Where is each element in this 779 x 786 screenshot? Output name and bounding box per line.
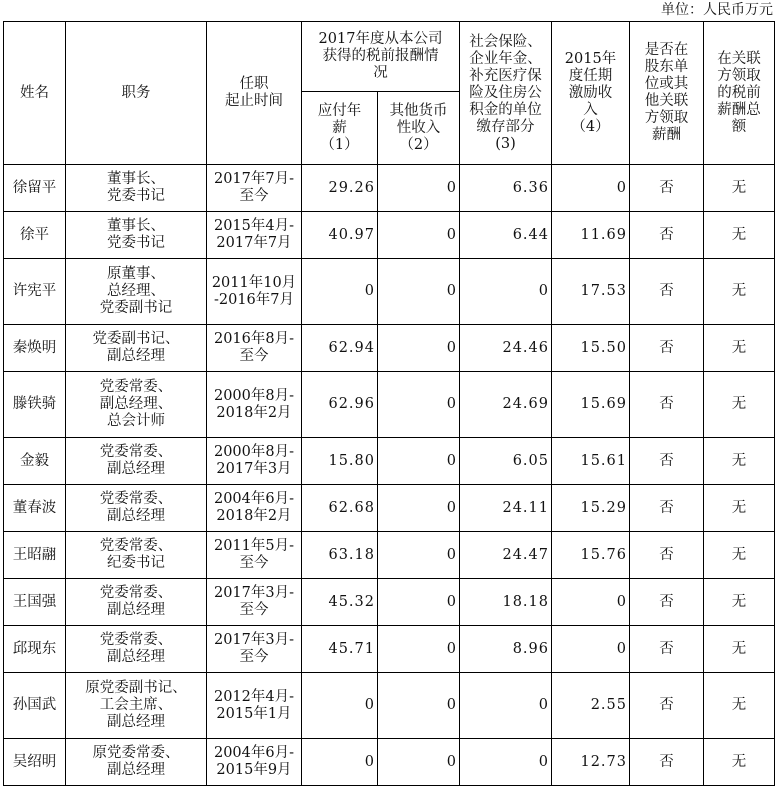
cell-name: 王国强 [4,579,66,626]
cell-salary: 0 [302,673,378,739]
cell-name: 王昭翮 [4,532,66,579]
cell-incentive: 15.29 [552,485,630,532]
cell-other-income: 0 [378,485,460,532]
cell-related-pay: 否 [630,438,704,485]
cell-other-income: 0 [378,626,460,673]
cell-related-total: 无 [704,438,775,485]
cell-social-insurance: 24.46 [460,325,552,372]
cell-other-income: 0 [378,579,460,626]
cell-related-pay: 否 [630,626,704,673]
cell-salary: 45.32 [302,579,378,626]
header-salary: 应付年 薪 （1） [302,92,378,165]
cell-name: 秦焕明 [4,325,66,372]
cell-social-insurance: 0 [460,259,552,325]
cell-incentive: 2.55 [552,673,630,739]
table-header [4,22,775,165]
cell-salary: 62.68 [302,485,378,532]
cell-name: 滕铁骑 [4,372,66,438]
cell-related-pay: 否 [630,259,704,325]
cell-tenure: 2017年7月- 至今 [207,165,302,212]
table-row [4,372,775,438]
cell-position: 董事长、 党委书记 [66,212,207,259]
cell-social-insurance: 6.36 [460,165,552,212]
cell-social-insurance: 24.11 [460,485,552,532]
header-tenure: 任职 起止时间 [207,22,302,165]
table-row [4,212,775,259]
cell-incentive: 0 [552,165,630,212]
header-social-insurance: 社会保险、 企业年金、 补充医疗保 险及住房公 积金的单位 缴存部分 (3) [460,22,552,165]
cell-related-pay: 否 [630,165,704,212]
cell-other-income: 0 [378,165,460,212]
cell-social-insurance: 0 [460,739,552,786]
table-row [4,165,775,212]
table-body [4,165,775,786]
cell-related-total: 无 [704,259,775,325]
table-row [4,532,775,579]
cell-tenure: 2011年10月 -2016年7月 [207,259,302,325]
remuneration-table [3,21,775,786]
cell-position: 党委常委、 副总经理 [66,485,207,532]
cell-incentive: 0 [552,579,630,626]
cell-salary: 40.97 [302,212,378,259]
cell-salary: 62.94 [302,325,378,372]
header-pay-group: 2017年度从本公司 获得的税前报酬情 况 [302,22,460,92]
table-row [4,325,775,372]
cell-position: 原党委副书记、 工会主席、 副总经理 [66,673,207,739]
cell-social-insurance: 6.44 [460,212,552,259]
table-row [4,485,775,532]
cell-social-insurance: 18.18 [460,579,552,626]
cell-other-income: 0 [378,212,460,259]
cell-position: 党委常委、 副总经理 [66,626,207,673]
table-row [4,739,775,786]
cell-name: 邱现东 [4,626,66,673]
cell-name: 徐留平 [4,165,66,212]
cell-position: 原党委常委、 副总经理 [66,739,207,786]
cell-related-total: 无 [704,372,775,438]
cell-salary: 15.80 [302,438,378,485]
cell-incentive: 0 [552,626,630,673]
header-position: 职务 [66,22,207,165]
cell-incentive: 15.50 [552,325,630,372]
cell-salary: 62.96 [302,372,378,438]
cell-social-insurance: 8.96 [460,626,552,673]
cell-position: 党委副书记、 副总经理 [66,325,207,372]
cell-related-pay: 否 [630,673,704,739]
cell-tenure: 2012年4月- 2015年1月 [207,673,302,739]
cell-related-total: 无 [704,579,775,626]
cell-salary: 63.18 [302,532,378,579]
cell-incentive: 11.69 [552,212,630,259]
table-row [4,626,775,673]
cell-position: 原董事、 总经理、 党委副书记 [66,259,207,325]
cell-other-income: 0 [378,372,460,438]
cell-social-insurance: 6.05 [460,438,552,485]
cell-salary: 0 [302,739,378,786]
cell-name: 董春波 [4,485,66,532]
cell-incentive: 12.73 [552,739,630,786]
cell-related-pay: 否 [630,372,704,438]
cell-name: 金毅 [4,438,66,485]
cell-tenure: 2000年8月- 2018年2月 [207,372,302,438]
cell-related-total: 无 [704,532,775,579]
cell-name: 许宪平 [4,259,66,325]
cell-tenure: 2017年3月- 至今 [207,626,302,673]
cell-position: 董事长、 党委书记 [66,165,207,212]
cell-position: 党委常委、 副总经理 [66,438,207,485]
header-other-income: 其他货币 性收入 （2） [378,92,460,165]
cell-related-pay: 否 [630,212,704,259]
cell-related-total: 无 [704,739,775,786]
cell-related-pay: 否 [630,739,704,786]
cell-tenure: 2017年3月- 至今 [207,579,302,626]
cell-other-income: 0 [378,739,460,786]
cell-position: 党委常委、 副总经理、 总会计师 [66,372,207,438]
cell-social-insurance: 24.69 [460,372,552,438]
cell-incentive: 15.69 [552,372,630,438]
cell-related-total: 无 [704,212,775,259]
cell-name: 吴绍明 [4,739,66,786]
cell-incentive: 17.53 [552,259,630,325]
cell-salary: 29.26 [302,165,378,212]
cell-tenure: 2004年6月- 2018年2月 [207,485,302,532]
cell-name: 徐平 [4,212,66,259]
cell-other-income: 0 [378,673,460,739]
cell-salary: 0 [302,259,378,325]
cell-other-income: 0 [378,438,460,485]
header-name: 姓名 [4,22,66,165]
header-incentive-2015: 2015年 度任期 激励收 入 （4） [552,22,630,165]
cell-tenure: 2016年8月- 至今 [207,325,302,372]
cell-incentive: 15.76 [552,532,630,579]
table-row [4,673,775,739]
cell-related-total: 无 [704,325,775,372]
cell-related-total: 无 [704,165,775,212]
cell-name: 孙国武 [4,673,66,739]
cell-position: 党委常委、 纪委书记 [66,532,207,579]
cell-social-insurance: 24.47 [460,532,552,579]
cell-related-total: 无 [704,626,775,673]
cell-related-pay: 否 [630,485,704,532]
table-row [4,579,775,626]
cell-related-pay: 否 [630,532,704,579]
table-row [4,259,775,325]
cell-related-pay: 否 [630,579,704,626]
cell-tenure: 2015年4月- 2017年7月 [207,212,302,259]
cell-social-insurance: 0 [460,673,552,739]
cell-other-income: 0 [378,532,460,579]
cell-salary: 45.71 [302,626,378,673]
cell-tenure: 2004年6月- 2015年9月 [207,739,302,786]
cell-related-total: 无 [704,673,775,739]
cell-position: 党委常委、 副总经理 [66,579,207,626]
header-related-pay: 是否在 股东单 位或其 他关联 方领取 薪酬 [630,22,704,165]
cell-related-total: 无 [704,485,775,532]
cell-incentive: 15.61 [552,438,630,485]
cell-other-income: 0 [378,259,460,325]
unit-label: 单位：人民币万元 [661,2,773,18]
table-row [4,438,775,485]
cell-tenure: 2000年8月- 2017年3月 [207,438,302,485]
header-related-total: 在关联 方领取 的税前 薪酬总 额 [704,22,775,165]
cell-related-pay: 否 [630,325,704,372]
cell-other-income: 0 [378,325,460,372]
cell-tenure: 2011年5月- 至今 [207,532,302,579]
